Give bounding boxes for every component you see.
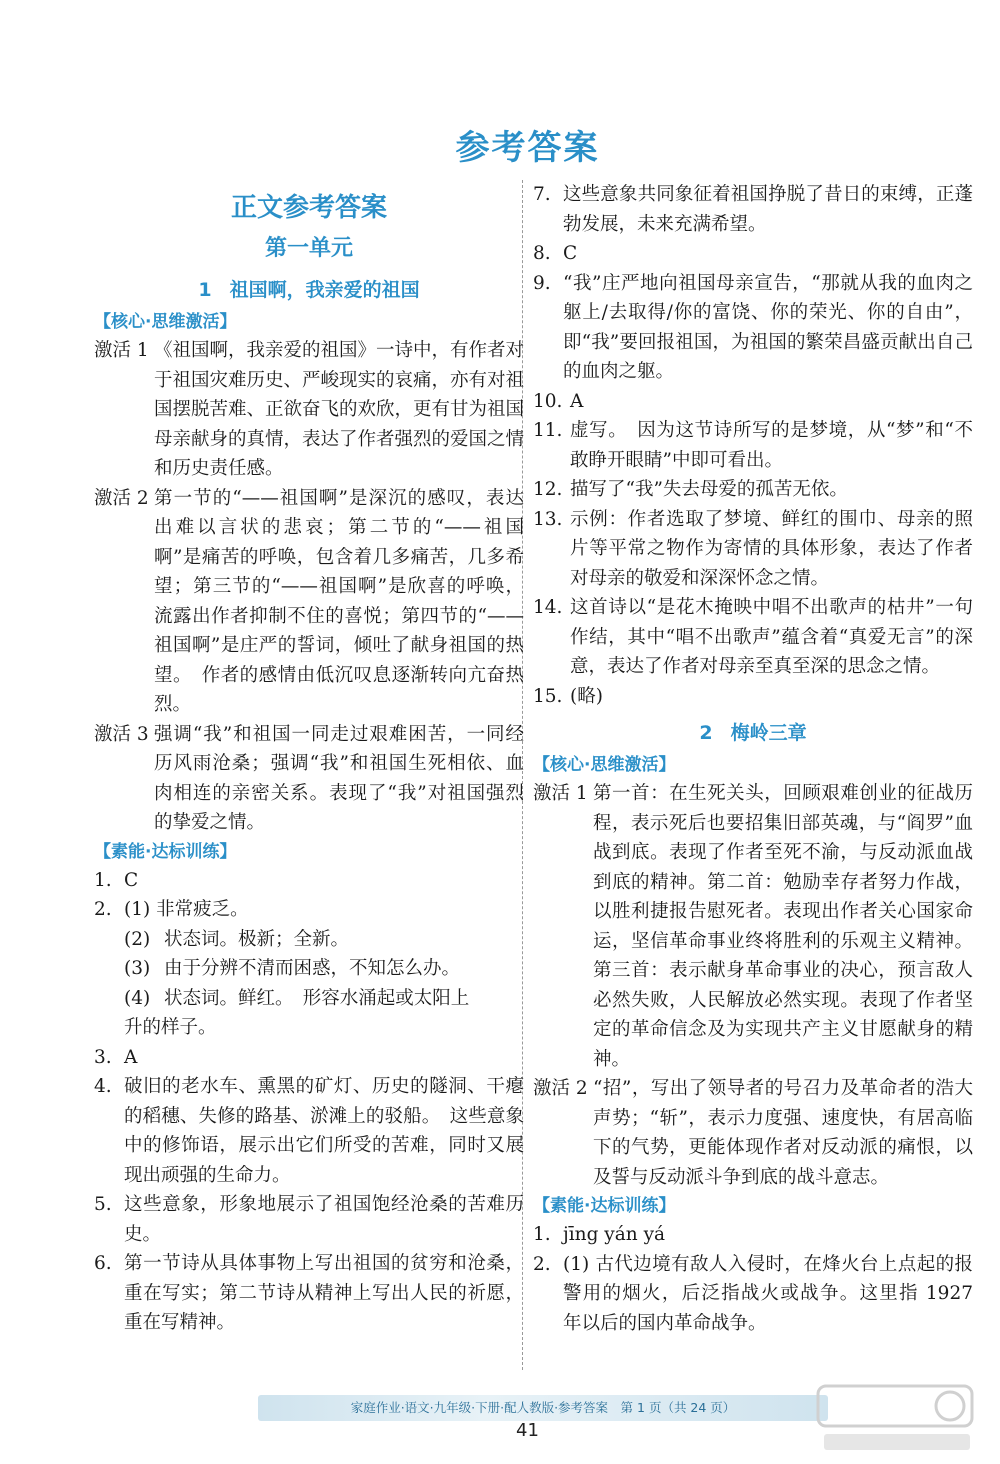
lesson-heading [94, 274, 524, 306]
answer-item: 2. (1) 非常疲乏。 [94, 899, 249, 920]
activation-entry: 激活 2 第一节的“——祖国啊”是深沉的感叹，表达出难以言状的悲哀；第二节的“——祖国啊”是痛苦的呼唤，包含着几多痛苦，几多希望；第三节的“——祖国啊”是欣喜的呼唤，流露出作者抑制不住的喜悦；第四节的“——祖国啊”是庄严的誓词，倾吐了献身祖国的热望。 作者的感情由低沉叹息逐渐转向亢奋热烈。 [94, 487, 524, 715]
answer-continuation: 升的样子。 [124, 1017, 217, 1038]
activation-entry: 激活 3 强调“我”和祖国一同走过艰难困苦，一同经历风雨沧桑；强调“我”和祖国生死相依、血肉相连的亲密关系。表现了“我”对祖国强烈的挚爱之情。 [94, 723, 524, 833]
page-number: 41 [516, 1420, 539, 1441]
section-heading: 【核心·思维激活】 [94, 312, 237, 332]
answer-subitem: (2) 状态词。极新；全新。 [124, 928, 350, 950]
lesson-number: 2 [699, 722, 713, 744]
answer-item: 2. (1) 古代边境有敌人入侵时，在烽火台上点起的报警用的烟火，后泛指战火或战争。这里指 1927 年以后的国内革命战争。 [533, 1253, 973, 1334]
answer-item: 6. 第一节诗从具体事物上写出祖国的贫穷和沧桑，重在写实；第二节诗从精神上写出人民的祈愿，重在写精神。 [94, 1253, 524, 1333]
answer-item: 13. 示例：作者选取了梦境、鲜红的围巾、母亲的照片等平常之物作为寄情的具体形象，表达了作者对母亲的敬爱和深深怀念之情。 [533, 508, 973, 589]
answer-item: 4. 破旧的老水车、熏黑的矿灯、历史的隧洞、干瘪的稻穗、失修的路基、淤滩上的驳船。 这些意象中的修饰语，展示出它们所受的苦难，同时又展现出顽强的生命力。 [94, 1076, 524, 1186]
answer-item: 1. C [94, 869, 139, 891]
right-column [533, 180, 973, 1338]
answer-item: 5. 这些意象，形象地展示了祖国饱经沧桑的苦难历史。 [94, 1194, 524, 1245]
answer-item: 8. C [533, 243, 578, 264]
answer-subitem: (4) 状态词。鲜红。 形容水涌起或太阳上 [124, 987, 470, 1009]
answer-item: 1. jīng yán yá [533, 1224, 666, 1245]
answer-item: 14. 这首诗以“是花木掩映中唱不出歌声的枯井”一句作结，其中“唱不出歌声”蕴含着“真爱无言”的深意，表达了作者对母亲至真至深的思念之情。 [533, 597, 973, 677]
answer-subitem: (3) 由于分辨不清而困惑，不知怎么办。 [124, 958, 461, 979]
answer-item: 15. (略) [533, 685, 603, 707]
main-heading: 正文参考答案 [230, 193, 387, 223]
lesson-heading [533, 717, 973, 749]
activation-entry: 激活 1 第一首：在生死关头，回顾艰难创业的征战历程，表示死后也要招集旧部英魂，与“阎罗”血战到底。表现了作者至死不渝，与反动派血战到底的精神。第二首：勉励幸存者努力作战，以胜利捷报告慰死者。表现出作者关心国家命运，坚信革命事业终将胜利的乐观主义精神。第三首：表示献身革命事业的决心，预言敌人必然失败，人民解放必然实现。表现了作者坚定的革命信念及为实现共产主义甘愿献身的精神。 [533, 783, 973, 1070]
lesson-number: 1 [198, 279, 212, 301]
lesson-title: 梅岭三章 [730, 722, 807, 744]
unit-heading: 第一单元 [264, 236, 353, 261]
answer-item: 12. 描写了“我”失去母爱的孤苦无依。 [533, 479, 848, 500]
section-heading: 【素能·达标训练】 [94, 841, 237, 862]
watermark-logo [810, 1378, 980, 1458]
left-column [94, 180, 524, 1338]
answer-item: 11. 虚写。 因为这节诗所写的是梦境，从“梦”和“不敢睁开眼睛”中即可看出。 [533, 420, 973, 471]
answer-item: 10. A [533, 390, 584, 412]
activation-entry: 激活 1 《祖国啊，我亲爱的祖国》一诗中，有作者对于祖国灾难历史、严峻现实的哀痛，亦有对祖国摆脱苦难、正欲奋飞的欢欣，更有甘为祖国母亲献身的真情，表达了作者强烈的爱国之情和历史责任感。 [94, 340, 525, 479]
section-heading: 【素能·达标训练】 [533, 1196, 676, 1216]
activation-entry: 激活 2 “招”，写出了领导者的号召力及革命者的浩大声势；“斩”，表示力度强、速度快，有居高临下的气势，更能体现作者对反动派的痛恨，以及誓与反动派斗争到底的战斗意志。 [533, 1078, 973, 1188]
section-heading: 【核心·思维激活】 [533, 755, 676, 775]
page-title: 参考答案 [455, 128, 600, 168]
lesson-title: 祖国啊，我亲爱的祖国 [229, 279, 420, 301]
footer-bar: 家庭作业·语文·九年级·下册·配人教版·参考答案 第 1 页（共 24 页） [258, 1395, 828, 1421]
answer-item: 3. A [94, 1046, 138, 1068]
answer-item: 7. 这些意象共同象征着祖国挣脱了昔日的束缚，正蓬勃发展，未来充满希望。 [533, 184, 973, 235]
answer-item: 9. “我”庄严地向祖国母亲宣告，“那就从我的血肉之躯上/去取得/你的富饶、你的荣光、你的自由”，即“我”要回报祖国，为祖国的繁荣昌盛贡献出自己的血肉之躯。 [533, 272, 973, 382]
